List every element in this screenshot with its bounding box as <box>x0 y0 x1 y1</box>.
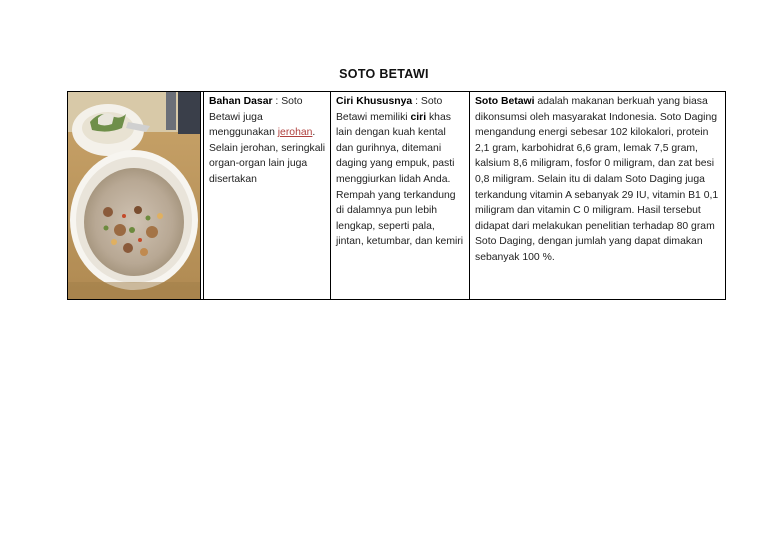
jerohan-link[interactable]: jerohan <box>277 127 313 139</box>
bahan-dasar-text-1: Soto Betawi juga menggunakan <box>209 96 303 139</box>
soto-bowl-photo <box>68 92 200 299</box>
ciri-khusus-cell <box>331 92 470 300</box>
nutrisi-text: adalah makanan berkuah yang biasa dikonsumsi oleh masyarakat Indonesia. Soto Daging mengandung energi sebesar 102 kilokalori, protein 2,1 gram, karbohidrat 6,6 gram, lemak 7,5 gram, kalsium 8,6 miligram, fosfor 0 miligram, dan zat besi 0,8 miligram. Selain itu di dalam Soto Daging juga terkandung vitamin A sebanyak 29 IU, vitamin B1 0,1 miligram dan vitamin C 0 miligram. Hasil tersebut didapat dari melakukan penelitian terhadap 80 gram Soto Daging, dengan jumlah yang dapat dimakan sebanyak 100 %. <box>475 96 719 263</box>
ciri-khusus-sep: : <box>412 96 421 107</box>
bahan-dasar-cell <box>204 92 331 300</box>
nutrisi-cell <box>470 92 726 300</box>
soto-info-table <box>67 91 726 300</box>
bahan-dasar-text-2: . Selain jerohan, seringkali organ-organ lain juga disertakan <box>209 127 326 185</box>
ciri-khusus-label: Ciri Khususnya <box>336 96 413 107</box>
ciri-khusus-text-1: Soto Betawi memiliki <box>336 96 443 123</box>
document-title: SOTO BETAWI <box>339 67 429 81</box>
ciri-khusus-text-2: khas lain dengan kuah kental dan gurihnya, ditemani daging yang empuk, pasti menggiurkan lidah Anda. Rempah yang terkandung di dalamnya pun lebih lengkap, seperti pala, jintan, ketumbar, dan kemiri <box>336 111 464 248</box>
photo-cell <box>68 92 201 300</box>
bahan-dasar-sep: : <box>272 96 282 107</box>
ciri-bold-word: ciri <box>410 111 427 123</box>
nutrisi-label: Soto Betawi <box>475 96 535 107</box>
bahan-dasar-label: Bahan Dasar <box>209 96 273 107</box>
table-row <box>68 92 726 300</box>
